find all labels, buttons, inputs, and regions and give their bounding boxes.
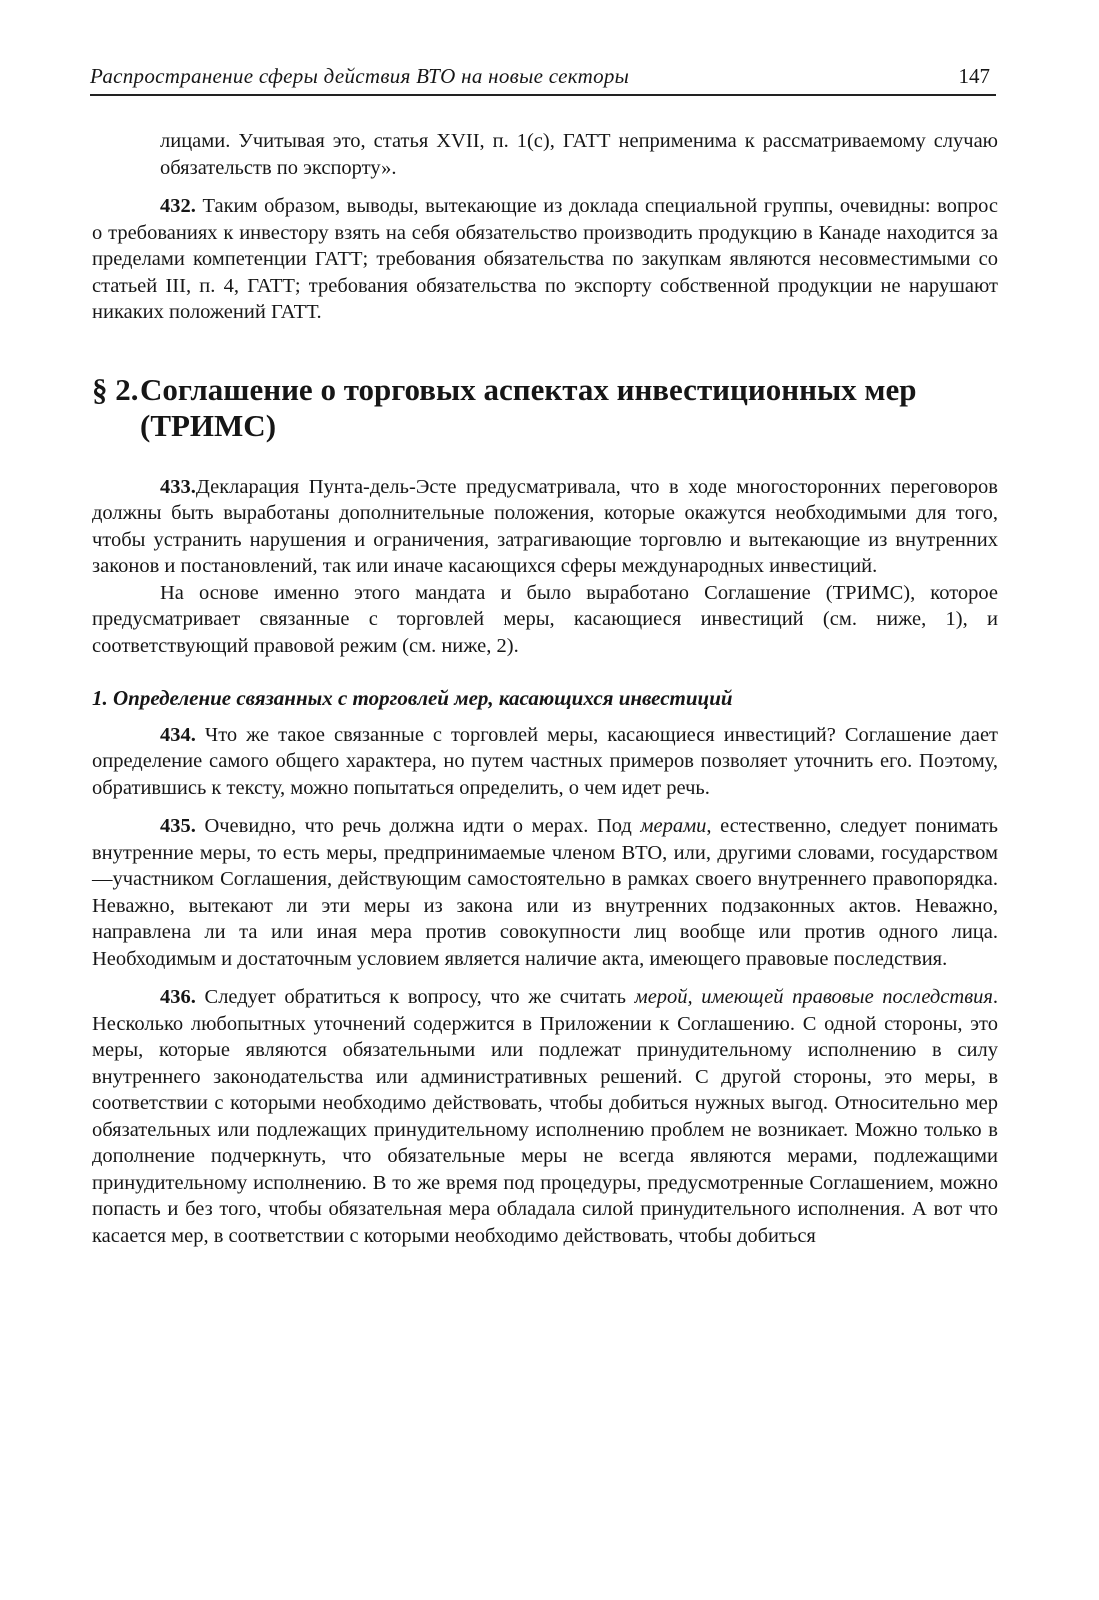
paragraph-number: 433.: [160, 475, 196, 498]
section-heading: [92, 372, 998, 444]
paragraph-continuation: [92, 128, 998, 181]
running-header: [90, 60, 996, 96]
paragraph-number: 436.: [160, 986, 196, 1008]
emphasized-term: мерами: [640, 815, 707, 837]
page-body: [92, 128, 998, 1249]
paragraph-text: Что же такое связанные с торговлей меры, касающиеся инвестиций? Соглашение дает определение самого общего характера, но путем частных примеров позволяет уточнить его. Поэтому, обратившись к тексту, можно попытаться определить, о чем идет речь.: [92, 723, 999, 799]
paragraph-text: Следует обратиться к вопросу, что же считать: [204, 986, 635, 1008]
paragraph-text: На основе именно этого мандата и было выработано Соглашение (ТРИМС), которое предусматривает связанные с торговлей меры, касающиеся инвестиций (см. ниже, 1), и соответствующий правовой режим (см. ниже, 2).: [92, 581, 998, 657]
section-sign: § 2.: [92, 371, 139, 407]
paragraph-number: 432.: [160, 195, 196, 217]
paragraph-number: 435.: [160, 815, 196, 837]
paragraph-text: лицами. Учитывая это, статья XVII, п. 1(с), ГАТТ неприменима к рассматриваемому случаю обязательств по экспорту».: [160, 130, 998, 179]
paragraph-number: 434.: [160, 723, 196, 746]
paragraph-434: [92, 722, 998, 802]
paragraph-436: [92, 984, 998, 1249]
subsection-title: 1. Определение связанных с торговлей мер, касающихся инвестиций: [92, 686, 733, 710]
page-number: 147: [958, 64, 990, 88]
paragraph-text: Декларация Пунта-дель-Эсте предусматривала, что в ходе многосторонних переговоров должны быть выработаны дополнительные положения, которые окажутся необходимыми для того, чтобы устранить нарушения и ограничения, затрагивающие торговлю и вытекающие из внутренних законов и постановлений, так или иначе касающихся сферы международных инвестиций.: [92, 475, 998, 577]
paragraph-432: [92, 193, 998, 326]
paragraph-text: . Несколько любопытных уточнений содержится в Приложении к Соглашению. С одной стороны, это меры, которые являются обязательными или подлежат принудительному исполнению в силу внутреннего законодательства или административных решений. С другой стороны, это меры, в соответствии с которыми необходимо действовать, чтобы добиться нужных выгод. Относительно мер обязательных или подлежащих принудительному исполнению проблем не возникает. Можно только в дополнение подчеркнуть, что обязательные меры не всегда являются мерами, подлежащими принудительному исполнению. В то же время под процедуры, предусмотренные Соглашением, можно попасть и без того, чтобы обязательная мера обладала силой принудительного исполнения. А вот что касается мер, в соответствии с которыми необходимо действовать, чтобы добиться: [92, 986, 999, 1247]
paragraph-text: Таким образом, выводы, вытекающие из доклада специальной группы, очевидны: вопрос о требованиях к инвестору взять на себя обязательство производить продукцию в Канаде находится за пределами компетенции ГАТТ; требования обязательства по закупкам являются несовместимыми со статьей III, п. 4, ГАТТ; требования обязательства по экспорту собственной продукции не нарушают никаких положений ГАТТ.: [92, 195, 999, 323]
emphasized-term: мерой, имеющей правовые последствия: [634, 986, 993, 1008]
paragraph-435: [92, 813, 998, 972]
section-title: Соглашение о торговых аспектах инвестиционных мер (ТРИМС): [140, 371, 917, 443]
paragraph-433-continued: [92, 580, 998, 660]
running-header-title: Распространение сферы действия ВТО на новые секторы: [90, 64, 630, 88]
subsection-heading: [92, 685, 998, 712]
paragraph-text: , естественно, следует понимать внутренние меры, то есть меры, предпринимаемые членом ВТО, или, другими словами, государством—участником Соглашения, действующим самостоятельно в рамках своего внутреннего правопорядка. Неважно, вытекают ли эти меры из закона или из внутренних подзаконных актов. Неважно, направлена ли та или иная мера против совокупности лиц вообще или против одного лица. Необходимым и достаточным условием является наличие акта, имеющего правовые последствия.: [92, 815, 999, 970]
paragraph-text: Очевидно, что речь должна идти о мерах. Под: [204, 815, 641, 837]
paragraph-433: [92, 474, 998, 580]
